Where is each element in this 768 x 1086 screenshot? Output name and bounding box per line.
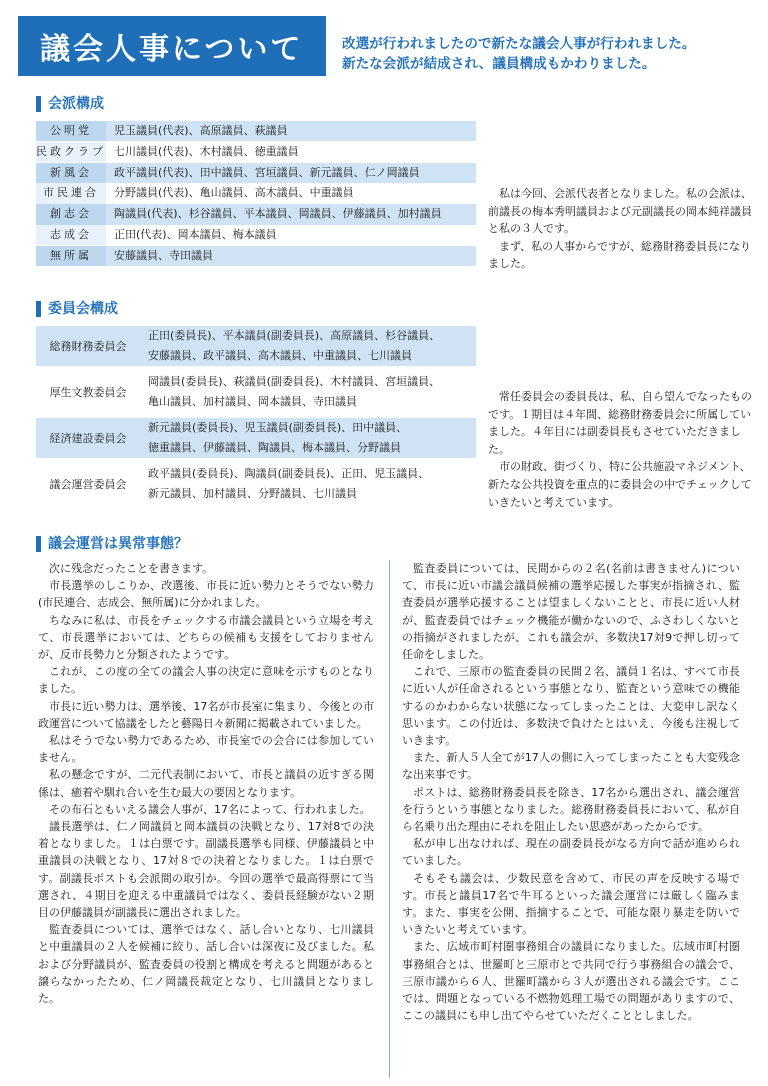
faction-row [36, 204, 476, 224]
committee-name: 厚生文教委員会 [49, 386, 127, 399]
committee-members [140, 418, 476, 458]
faction-name: 無所属 [36, 246, 106, 266]
faction-members: 児玉議員(代表)、高原議員、萩議員 [106, 121, 476, 141]
committee-members-line: 政平議員(委員長)、陶議員(副委員長)、正田、児玉議員、 [148, 467, 430, 480]
article-paragraph: 議長選挙は、仁ノ岡議員と岡本議員の決戦となり、17対8での決着となりました。１は白票です。副議長選挙も同様、伊藤議員と中重議員の決戦となり、17対８での決着となりました。１は白票です。副議長ポストも会派間の取引か。今回の選挙で最高得票にて当選され、４期目を迎える中重議員ではなく、委員長経験がない２期目の伊藤議員が副議長に選出されました。 [38, 820, 374, 920]
committee-members-line: 安藤議員、政平議員、高木議員、中重議員、七川議員 [148, 349, 412, 362]
article-paragraph: その布石ともいえる議会人事が、17名によって、行われました。 [49, 802, 371, 816]
committees-heading: 委員会構成 [36, 301, 118, 317]
factions-note [488, 185, 760, 273]
faction-name: 公明党 [36, 121, 106, 141]
article-paragraph: また、広域市町村圏事務組合の議員になりました。広域市町村圏事務組合とは、世羅町と三原市とで共同で行う事務組合の議会で、三原市議から６人、世羅町議から３人が選出される議会です。ここでは、問題となっている不燃物処理工場での問題がありますので、ここの議員にも申し出てやらせていただくこととしました。 [402, 940, 740, 1023]
committee-row [36, 372, 476, 412]
committee-row [36, 464, 476, 504]
article-right-column [402, 560, 740, 1024]
lead-text [342, 34, 762, 74]
committee-row [36, 326, 476, 366]
column-divider [389, 560, 390, 1078]
page-title: 議会人事について [18, 16, 326, 76]
committee-row [36, 418, 476, 458]
faction-row [36, 142, 476, 162]
article-paragraph: 次に残念だったことを書きます。 [49, 562, 214, 575]
faction-name: 新風会 [36, 163, 106, 183]
article-paragraph: これで、三原市の監査委員の民間２名、議員１名は、すべて市長に近い人が任命されるという事態となり、監査という意味での機能するのかわからない状態になってしまったことは、大変申し訳なく思います。この付近は、多数決で負けたとはいえ、今後も注視していきます。 [402, 665, 740, 748]
article-paragraph: 監査委員については、民間からの２名(名前は書きません)について、市長に近い市議会議員候補の選挙応援した事実が指摘され、監査委員が選挙応援することは望ましくないことと、市長に近い人材が、監査委員ではチェック機能が働かないので、ふさわしくないとの指摘がされましたが、これも議会が、多数決17対9で押し切って任命をしました。 [402, 562, 740, 662]
faction-row [36, 225, 476, 245]
article-paragraph: 市長選挙のしこりか、改選後、市長に近い勢力とそうでない勢力(市民連合、志成会、無所属)に分かれました。 [38, 579, 374, 610]
faction-name: 民政クラブ [36, 142, 106, 162]
faction-row [36, 121, 476, 141]
faction-members: 七川議員(代表)、木村議員、徳重議員 [114, 144, 299, 158]
committee-name: 議会運営委員会 [49, 478, 127, 491]
faction-members: 政平議員(代表)、田中議員、宮垣議員、新元議員、仁ノ岡議員 [106, 163, 476, 183]
article-paragraph: また、新人５人全てが17人の側に入ってしまったことも大変残念な出来事です。 [402, 751, 740, 782]
article-paragraph: そもそも議会は、少数民意を含めて、市民の声を反映する場です。市長と議員17名で牛耳るといった議会運営には厳しく臨みます。また、事実を公開、指摘することで、可能な限り暴走を防いでいきたいと考えています。 [402, 871, 740, 937]
faction-name: 志成会 [36, 225, 106, 245]
committee-members-line: 亀山議員、加村議員、岡本議員、寺田議員 [148, 395, 357, 408]
faction-name: 市民連合 [36, 183, 106, 203]
factions-table [36, 121, 476, 266]
article-paragraph: 市長に近い勢力は、選挙後、17名が市長室に集まり、今後との市政運営について協議をしたと藝陽日々新聞に掲載されていました。 [38, 699, 374, 730]
faction-row [36, 183, 476, 203]
article-paragraph: ちなみに私は、市長をチェックする市議会議員という立場を考えて、市長選挙においては、どちらの候補も支援をしておりませんが、反市長勢力と分類されたようです。 [38, 613, 374, 662]
article-paragraph: これが、この度の全ての議会人事の決定に意味を示すものとなりました。 [38, 665, 374, 696]
article-heading: 議会運営は異常事態？ [36, 536, 188, 552]
committees-note-paragraph: 市の財政、街づくり、特に公共施設マネジメント、新たな公共投資を重点的に委員会の中でチェックしていきたいと考えています。 [488, 460, 752, 509]
faction-row [36, 163, 476, 183]
committee-members [140, 372, 476, 412]
faction-members: 安藤議員、寺田議員 [106, 246, 476, 266]
committee-name: 総務財務委員会 [36, 326, 140, 366]
faction-members: 陶議員(代表)、杉谷議員、平本議員、岡議員、伊藤議員、加村議員 [106, 204, 476, 224]
article-paragraph: 私の懸念ですが、二元代表制において、市長と議員の近すぎる関係は、癒着や馴れ合いを生む最大の要因となります。 [38, 768, 374, 799]
article-paragraph: ポストは、総務財務委員長を除き、17名から選出され、議会運営を行うという事態となりました。総務財務委員長において、私が自ら名乗り出た理由にそれを阻止したい思惑があったからです。 [402, 785, 740, 834]
factions-note-paragraph: 私は今回、会派代表者となりました。私の会派は、前議長の梅本秀明議員および元副議長の岡本純祥議員と私の３人です。 [488, 187, 752, 236]
committee-members-line: 新元議員、加村議員、分野議員、七川議員 [148, 487, 357, 500]
article-paragraph: 私はそうでない勢力であるため、市長室での会合には参加していません。 [38, 734, 374, 765]
committees-table [36, 326, 476, 510]
faction-row [36, 246, 476, 266]
faction-name: 創志会 [36, 204, 106, 224]
committee-name: 経済建設委員会 [36, 418, 140, 458]
committee-members [140, 326, 476, 366]
article-paragraph: 私が申し出なければ、現在の副委員長がなる方向で話が進められていました。 [402, 837, 740, 868]
article-left-column [38, 560, 374, 1007]
article-paragraph: 監査委員については、選挙ではなく、話し合いとなり、七川議員と中重議員の２人を候補に絞り、話し合いは深夜に及びました。私および分野議員が、監査委員の役割と構成を考えると問題があると譲らなかったため、仁ノ岡議長裁定となり、七川議員となりました。 [38, 923, 374, 1006]
faction-members: 分野議員(代表)、亀山議員、高木議員、中重議員 [114, 186, 354, 200]
committee-members-line: 正田(委員長)、平本議員(副委員長)、高原議員、杉谷議員、 [148, 329, 441, 342]
factions-heading: 会派構成 [36, 96, 104, 112]
lead-line-1: 改選が行われましたので新たな議会人事が行われました。 [342, 36, 696, 52]
committees-note-paragraph: 常任委員会の委員長は、私、自ら望んでなったものです。１期目は４年間、総務財務委員会に所属していました。４年目には副委員長もさせていただきました。 [488, 390, 752, 456]
committee-members-line: 新元議員(委員長)、児玉議員(副委員長)、田中議員、 [148, 421, 408, 434]
committees-note [488, 388, 760, 511]
factions-note-paragraph: まず、私の人事からですが、総務財務委員長になりました。 [488, 239, 752, 271]
committee-members-line: 岡議員(委員長)、萩議員(副委員長)、木村議員、宮垣議員、 [148, 375, 441, 388]
committee-members-line: 徳重議員、伊藤議員、陶議員、梅本議員、分野議員 [148, 441, 401, 454]
lead-line-2: 新たな会派が結成され、議員構成もかわりました。 [342, 56, 656, 72]
committee-members [140, 464, 476, 504]
faction-members: 正田(代表)、岡本議員、梅本議員 [114, 227, 277, 241]
